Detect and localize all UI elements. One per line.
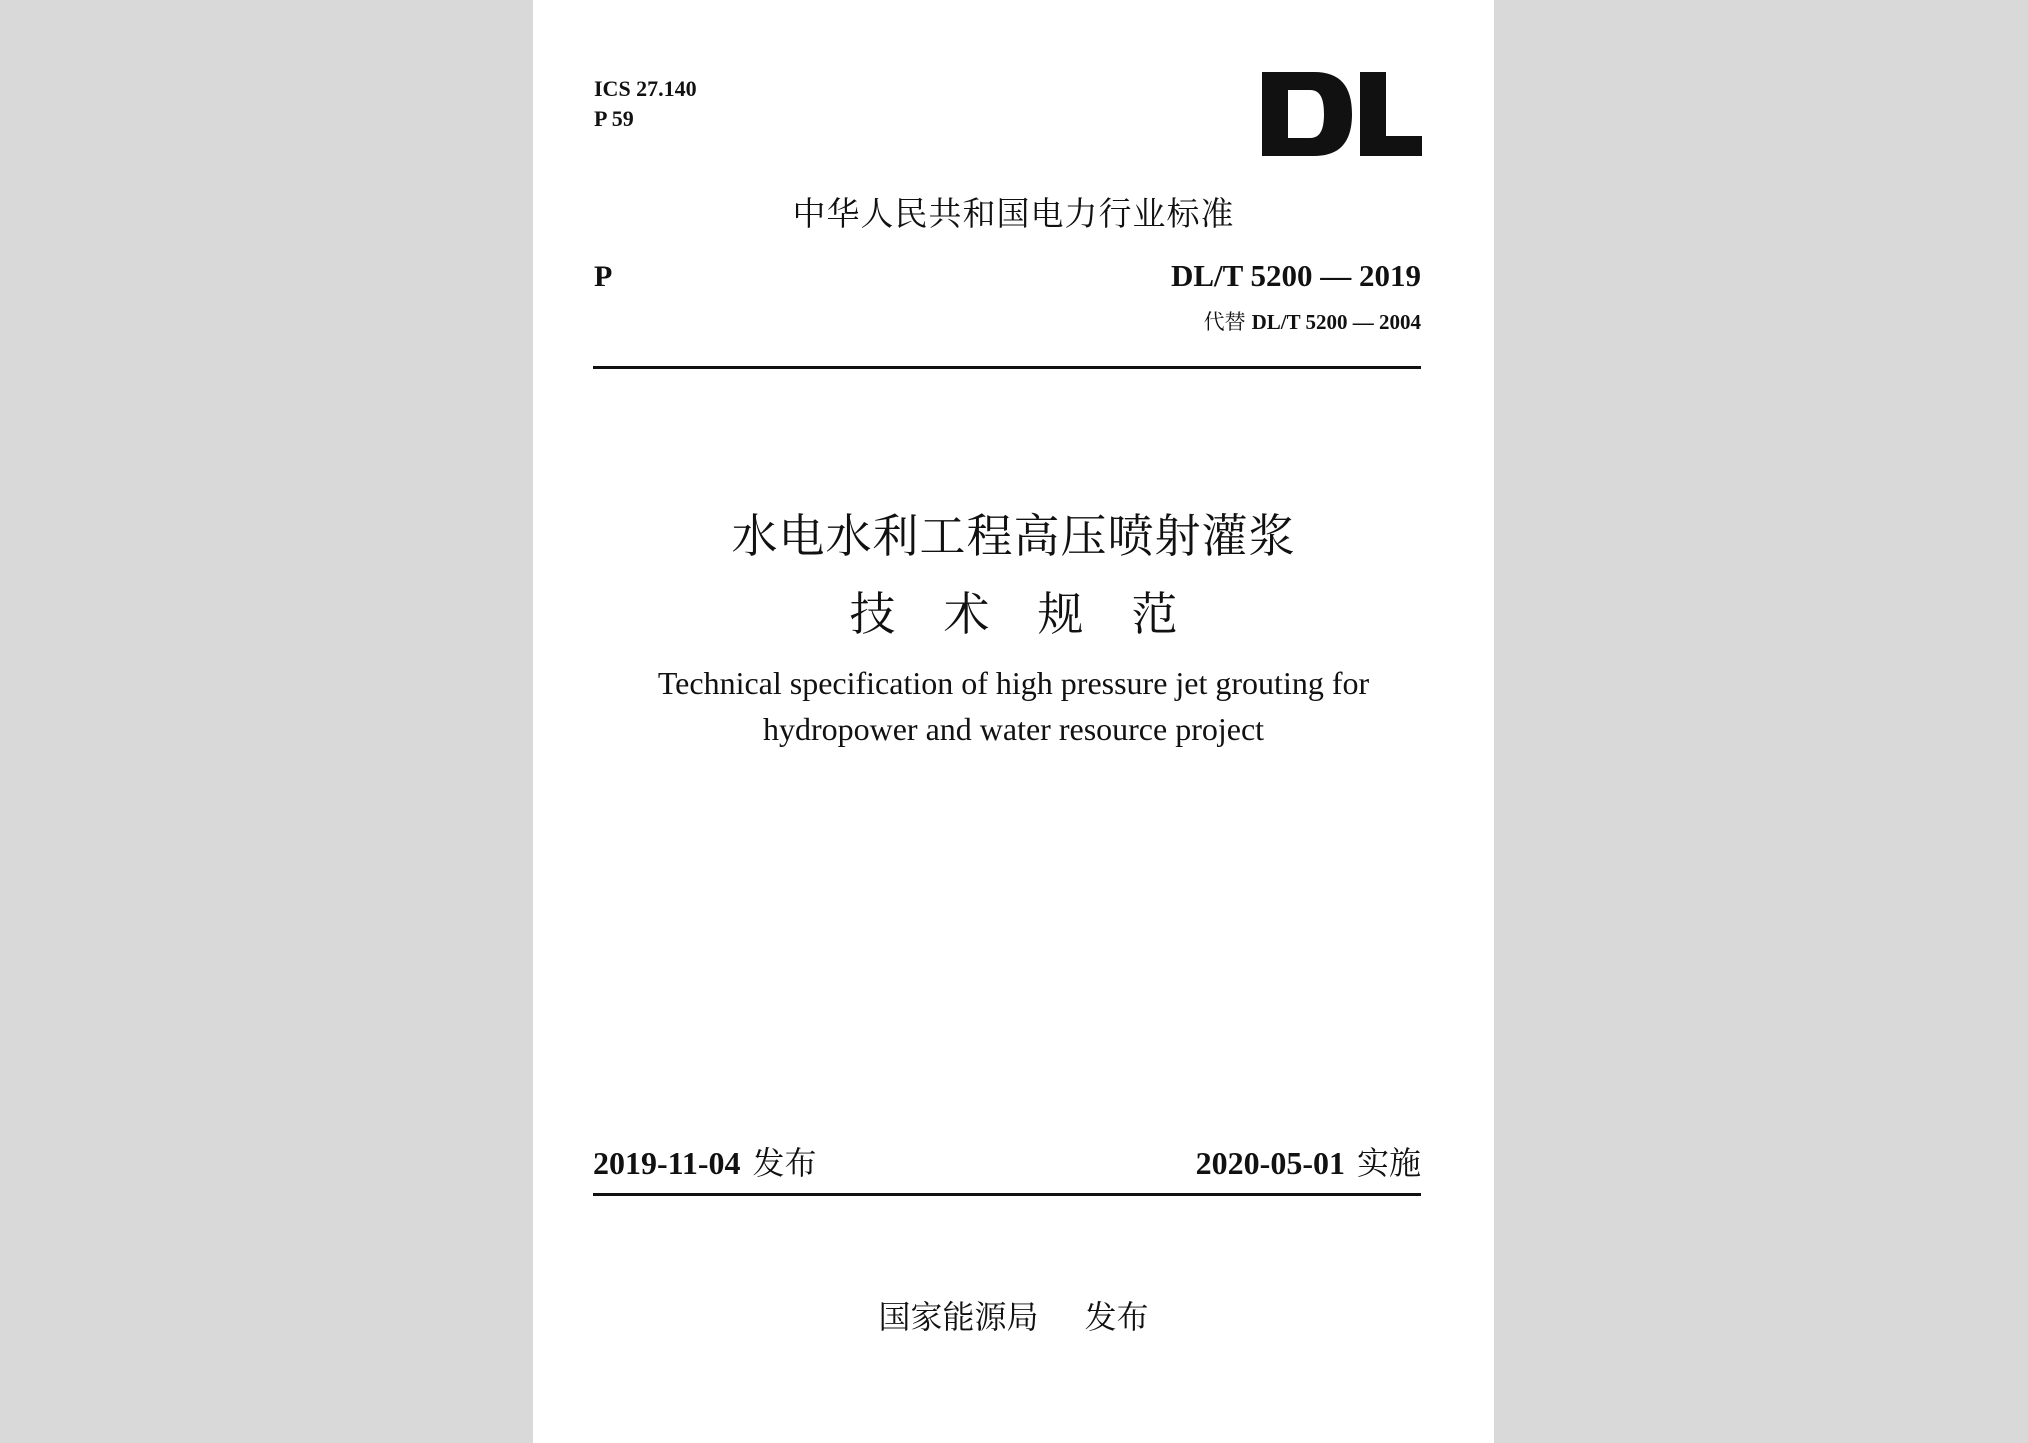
replaces-prefix: 代替 xyxy=(1203,310,1246,334)
title-en-line1: Technical specification of high pressure jet grouting for xyxy=(657,665,1370,701)
classification-letter: P xyxy=(594,260,613,293)
title-en xyxy=(533,660,1494,752)
publish-word: 发布 xyxy=(752,1144,817,1182)
top-divider xyxy=(593,366,1421,369)
effective-word: 实施 xyxy=(1356,1144,1421,1182)
ccs-code: P 59 xyxy=(594,106,634,131)
standard-category-title: 中华人民共和国电力行业标准 xyxy=(792,194,1235,233)
publish-date-block xyxy=(593,1138,817,1184)
replaces-number: DL/T 5200 — 2004 xyxy=(1251,310,1421,334)
effective-date-block xyxy=(1196,1138,1421,1184)
classification-codes xyxy=(594,74,697,134)
publish-date: 2019-11-04 xyxy=(593,1145,741,1181)
publisher-word: 发布 xyxy=(1084,1298,1149,1336)
document-page xyxy=(533,0,1494,1443)
standard-number: DL/T 5200 — 2019 xyxy=(1170,258,1421,293)
title-cn-line1: 水电水利工程高压喷射灌浆 xyxy=(731,509,1296,563)
dl-logo xyxy=(1262,72,1422,156)
title-en-line2: hydropower and water resource project xyxy=(762,711,1265,747)
replaces-standard xyxy=(1204,306,1421,336)
title-cn-line2: 技术规范 xyxy=(849,587,1226,641)
publisher-line xyxy=(533,1292,1494,1338)
publisher-name: 国家能源局 xyxy=(878,1298,1039,1336)
effective-date: 2020-05-01 xyxy=(1195,1145,1345,1181)
ics-code: ICS 27.140 xyxy=(594,76,697,101)
bottom-divider xyxy=(593,1193,1421,1196)
